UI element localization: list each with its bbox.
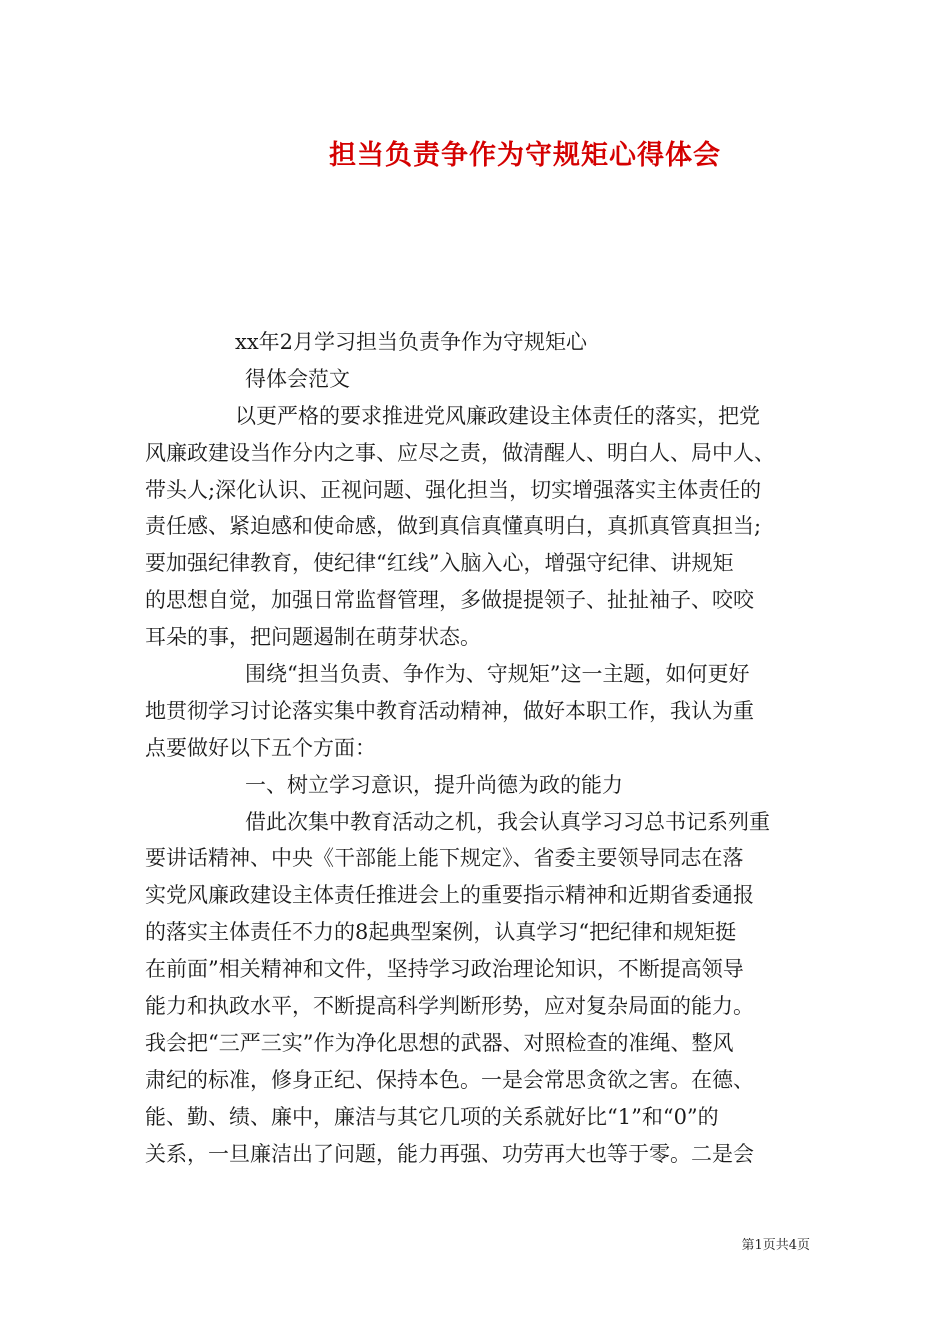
text-line: 关系，一旦廉洁出了问题，能力再强、功劳再大也等于零。二是会 [145,1141,754,1166]
text-line: 我会把“三严三实”作为净化思想的武器、对照检查的准绳、整风 [145,1030,734,1055]
text-line: xx年2月学习担当负责争作为守规矩心 [235,330,588,354]
text-line: 得体会范文 [245,366,350,391]
text-line: 地贯彻学习讨论落实集中教育活动精神，做好本职工作，我认为重 [145,698,754,723]
paragraph-start: 借此次集中教育活动之机，我会认真学习习总书记系列重 [245,809,770,834]
text-line: 责任感、紧迫感和使命感，做到真信真懂真明白，真抓真管真担当; [145,514,762,539]
text-line: 要讲话精神、中央《干部能上能下规定》、省委主要领导同志在落 [145,846,744,871]
paragraph-start: 以更严格的要求推进党风廉政建设主体责任的落实，把党 [235,403,760,428]
text-line: 能力和执政水平，不断提高科学判断形势，应对复杂局面的能力。 [145,994,754,1019]
text-line: 的落实主体责任不力的8起典型案例，认真学习“把纪律和规矩挺 [145,920,737,945]
section-heading: 一、树立学习意识，提升尚德为政的能力 [245,772,623,797]
text-line: 点要做好以下五个方面： [145,735,376,760]
paragraph-start: 围绕“担当负责、争作为、守规矩”这一主题，如何更好 [245,662,750,687]
text-line: 能、勤、绩、廉中，廉洁与其它几项的关系就好比“1”和“0”的 [145,1104,719,1129]
text-line: 耳朵的事，把问题遏制在萌芽状态。 [145,625,481,650]
text-line: 要加强纪律教育，使纪律“红线”入脑入心，增强守纪律、讲规矩 [145,551,734,576]
text-line: 在前面”相关精神和文件，坚持学习政治理论知识，不断提高领导 [145,957,744,982]
document-body [145,324,809,1172]
text-line: 肃纪的标准，修身正纪、保持本色。一是会常思贪欲之害。在德、 [145,1067,754,1092]
text-line: 风廉政建设当作分内之事、应尽之责，做清醒人、明白人、局中人、 [145,440,775,465]
page-number: 第1页共4页 [741,1238,810,1253]
text-line: 实党风廉政建设主体责任推进会上的重要指示精神和近期省委通报 [145,883,754,908]
text-line: 的思想自觉，加强日常监督管理，多做提提领子、扯扯袖子、咬咬 [145,588,754,613]
text-line: 带头人;深化认识、正视问题、强化担当，切实增强落实主体责任的 [145,477,762,502]
page-title: 担当负责争作为守规矩心得体会 [329,140,721,171]
